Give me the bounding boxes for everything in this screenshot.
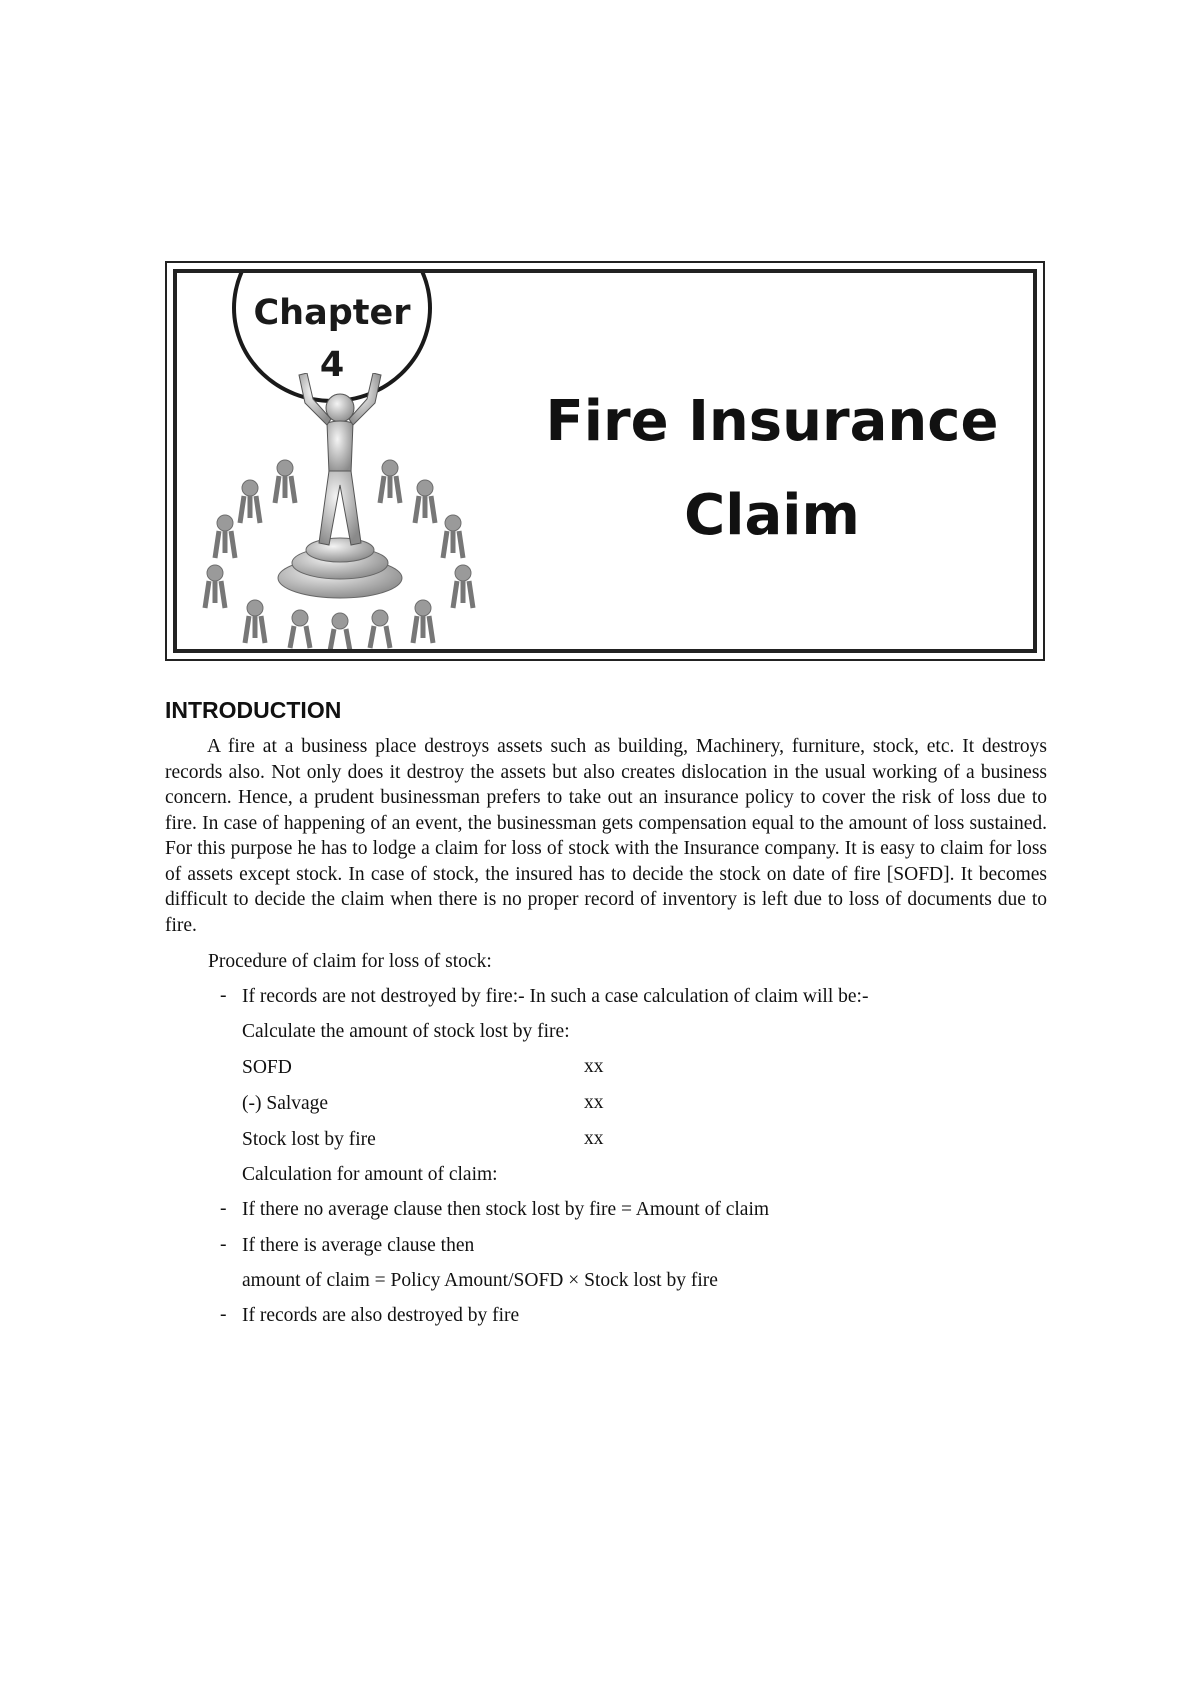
procedure-heading: Procedure of claim for loss of stock: bbox=[208, 951, 492, 972]
stock-row-label: SOFD bbox=[242, 1057, 292, 1078]
chapter-title-line-1: Fire Insurance bbox=[545, 389, 999, 454]
list-item-records-destroyed: If records are also destroyed by fire bbox=[242, 1305, 520, 1326]
calc-claim-heading: Calculation for amount of claim: bbox=[242, 1164, 498, 1185]
stock-row-amount: xx bbox=[584, 1128, 604, 1149]
stock-row-label: (-) Salvage bbox=[242, 1093, 329, 1114]
person-lifting-circle-icon bbox=[195, 373, 485, 653]
stock-row-amount: xx bbox=[584, 1092, 604, 1113]
list-item-average-clause: If there is average clause then bbox=[242, 1235, 475, 1256]
chapter-banner bbox=[165, 261, 1045, 661]
list-bullet-dash: - bbox=[220, 985, 227, 1006]
list-bullet-dash: - bbox=[220, 1234, 227, 1255]
claim-formula: amount of claim = Policy Amount/SOFD × Stock lost by fire bbox=[242, 1270, 718, 1291]
chapter-title-line-2: Claim bbox=[684, 483, 860, 548]
stock-row-amount: xx bbox=[584, 1056, 604, 1077]
chapter-number: 4 bbox=[319, 345, 345, 385]
chapter-word: Chapter bbox=[253, 293, 411, 333]
list-bullet-dash: - bbox=[220, 1304, 227, 1325]
list-item-records-not-destroyed: If records are not destroyed by fire:- In such a case calculation of claim will be:- bbox=[242, 986, 869, 1007]
calc-stock-heading: Calculate the amount of stock lost by fire: bbox=[242, 1021, 570, 1042]
list-item-no-average-clause: If there no average clause then stock lost by fire = Amount of claim bbox=[242, 1199, 770, 1220]
chapter-banner-inner-frame bbox=[173, 269, 1037, 653]
intro-paragraph: A fire at a business place destroys assets such as building, Machinery, furniture, stock, etc. It destroys records also. Not only does it destroy the assets but also creates dislocation in the usual working of a business concern. Hence, a prudent businessman prefers to take out an insurance policy to cover the risk of loss due to fire. In case of happening of an event, the businessman gets compensation equal to the amount of loss sustained. For this purpose he has to lodge a claim for loss of stock with the Insurance company. It is easy to claim for loss of assets except stock. In case of stock, the insured has to decide the stock on date of fire [SOFD]. It becomes difficult to decide the claim when there is no proper record of inventory is left due to loss of documents due to fire. bbox=[165, 736, 1047, 936]
list-bullet-dash: - bbox=[220, 1198, 227, 1219]
stock-row-label: Stock lost by fire bbox=[242, 1129, 376, 1150]
section-heading: INTRODUCTION bbox=[165, 697, 342, 723]
